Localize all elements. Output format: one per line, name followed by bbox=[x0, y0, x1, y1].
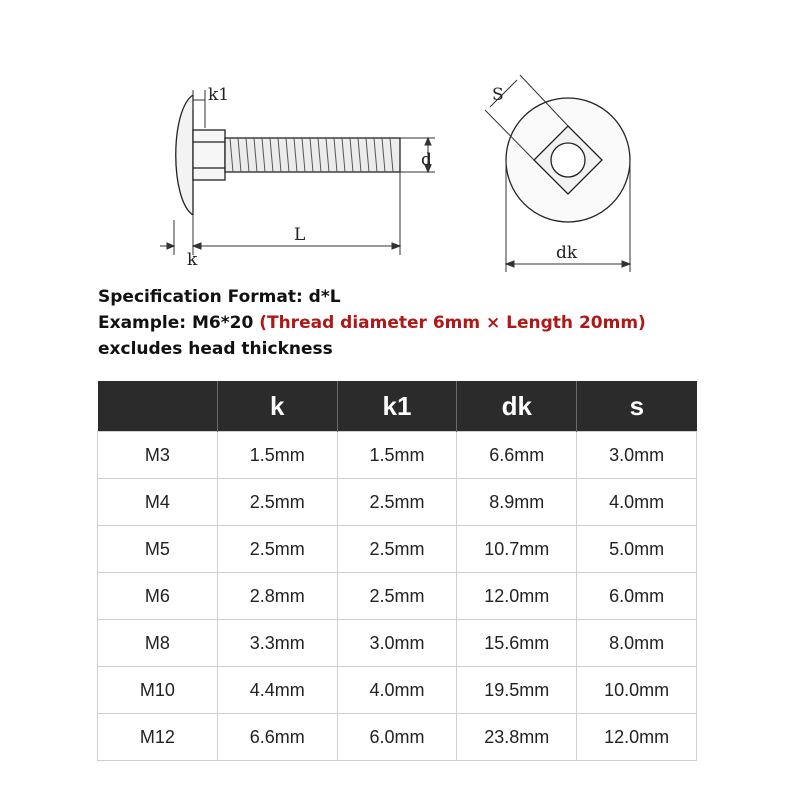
cell-dk: 6.6mm bbox=[457, 432, 577, 479]
spec-example-prefix: Example: M6*20 bbox=[98, 313, 260, 333]
dimension-table bbox=[97, 381, 697, 761]
cell-k: 4.4mm bbox=[217, 667, 337, 714]
table-row bbox=[98, 479, 697, 526]
cell-k: 2.8mm bbox=[217, 573, 337, 620]
spec-example-line bbox=[98, 310, 646, 336]
label-L: L bbox=[294, 225, 306, 245]
label-S: S bbox=[492, 85, 504, 105]
table-row bbox=[98, 526, 697, 573]
cell-size: M6 bbox=[98, 573, 218, 620]
header-size bbox=[98, 381, 218, 432]
spec-format-line: Specification Format: d*L bbox=[98, 287, 341, 307]
table-row bbox=[98, 432, 697, 479]
cell-k: 6.6mm bbox=[217, 714, 337, 761]
cell-s: 5.0mm bbox=[577, 526, 697, 573]
spec-example-detail: (Thread diameter 6mm × Length 20mm) bbox=[259, 313, 646, 333]
cell-k: 3.3mm bbox=[217, 620, 337, 667]
table-row bbox=[98, 714, 697, 761]
table-row bbox=[98, 573, 697, 620]
table-header-row bbox=[98, 381, 697, 432]
label-k: k bbox=[187, 250, 198, 270]
cell-s: 3.0mm bbox=[577, 432, 697, 479]
cell-size: M4 bbox=[98, 479, 218, 526]
bolt-top-view-drawing bbox=[470, 60, 650, 275]
cell-k1: 1.5mm bbox=[337, 432, 457, 479]
cell-dk: 10.7mm bbox=[457, 526, 577, 573]
cell-k1: 6.0mm bbox=[337, 714, 457, 761]
header-s: s bbox=[577, 381, 697, 432]
header-dk: dk bbox=[457, 381, 577, 432]
cell-dk: 23.8mm bbox=[457, 714, 577, 761]
cell-k: 2.5mm bbox=[217, 526, 337, 573]
table-row bbox=[98, 667, 697, 714]
label-k1: k1 bbox=[208, 85, 230, 105]
cell-dk: 19.5mm bbox=[457, 667, 577, 714]
table-row bbox=[98, 620, 697, 667]
cell-k1: 4.0mm bbox=[337, 667, 457, 714]
cell-k1: 3.0mm bbox=[337, 620, 457, 667]
label-dk: dk bbox=[556, 243, 578, 263]
cell-s: 6.0mm bbox=[577, 573, 697, 620]
cell-k1: 2.5mm bbox=[337, 526, 457, 573]
cell-k1: 2.5mm bbox=[337, 479, 457, 526]
cell-dk: 15.6mm bbox=[457, 620, 577, 667]
cell-s: 4.0mm bbox=[577, 479, 697, 526]
cell-dk: 8.9mm bbox=[457, 479, 577, 526]
bolt-side-view-drawing bbox=[160, 70, 450, 270]
cell-size: M5 bbox=[98, 526, 218, 573]
spec-note-line: excludes head thickness bbox=[98, 339, 333, 359]
header-k: k bbox=[217, 381, 337, 432]
cell-k: 2.5mm bbox=[217, 479, 337, 526]
cell-size: M3 bbox=[98, 432, 218, 479]
cell-size: M12 bbox=[98, 714, 218, 761]
cell-k: 1.5mm bbox=[217, 432, 337, 479]
cell-k1: 2.5mm bbox=[337, 573, 457, 620]
cell-size: M8 bbox=[98, 620, 218, 667]
cell-s: 8.0mm bbox=[577, 620, 697, 667]
cell-s: 12.0mm bbox=[577, 714, 697, 761]
cell-size: M10 bbox=[98, 667, 218, 714]
specification-text bbox=[98, 284, 646, 362]
cell-s: 10.0mm bbox=[577, 667, 697, 714]
header-k1: k1 bbox=[337, 381, 457, 432]
cell-dk: 12.0mm bbox=[457, 573, 577, 620]
label-d: d bbox=[421, 150, 432, 170]
